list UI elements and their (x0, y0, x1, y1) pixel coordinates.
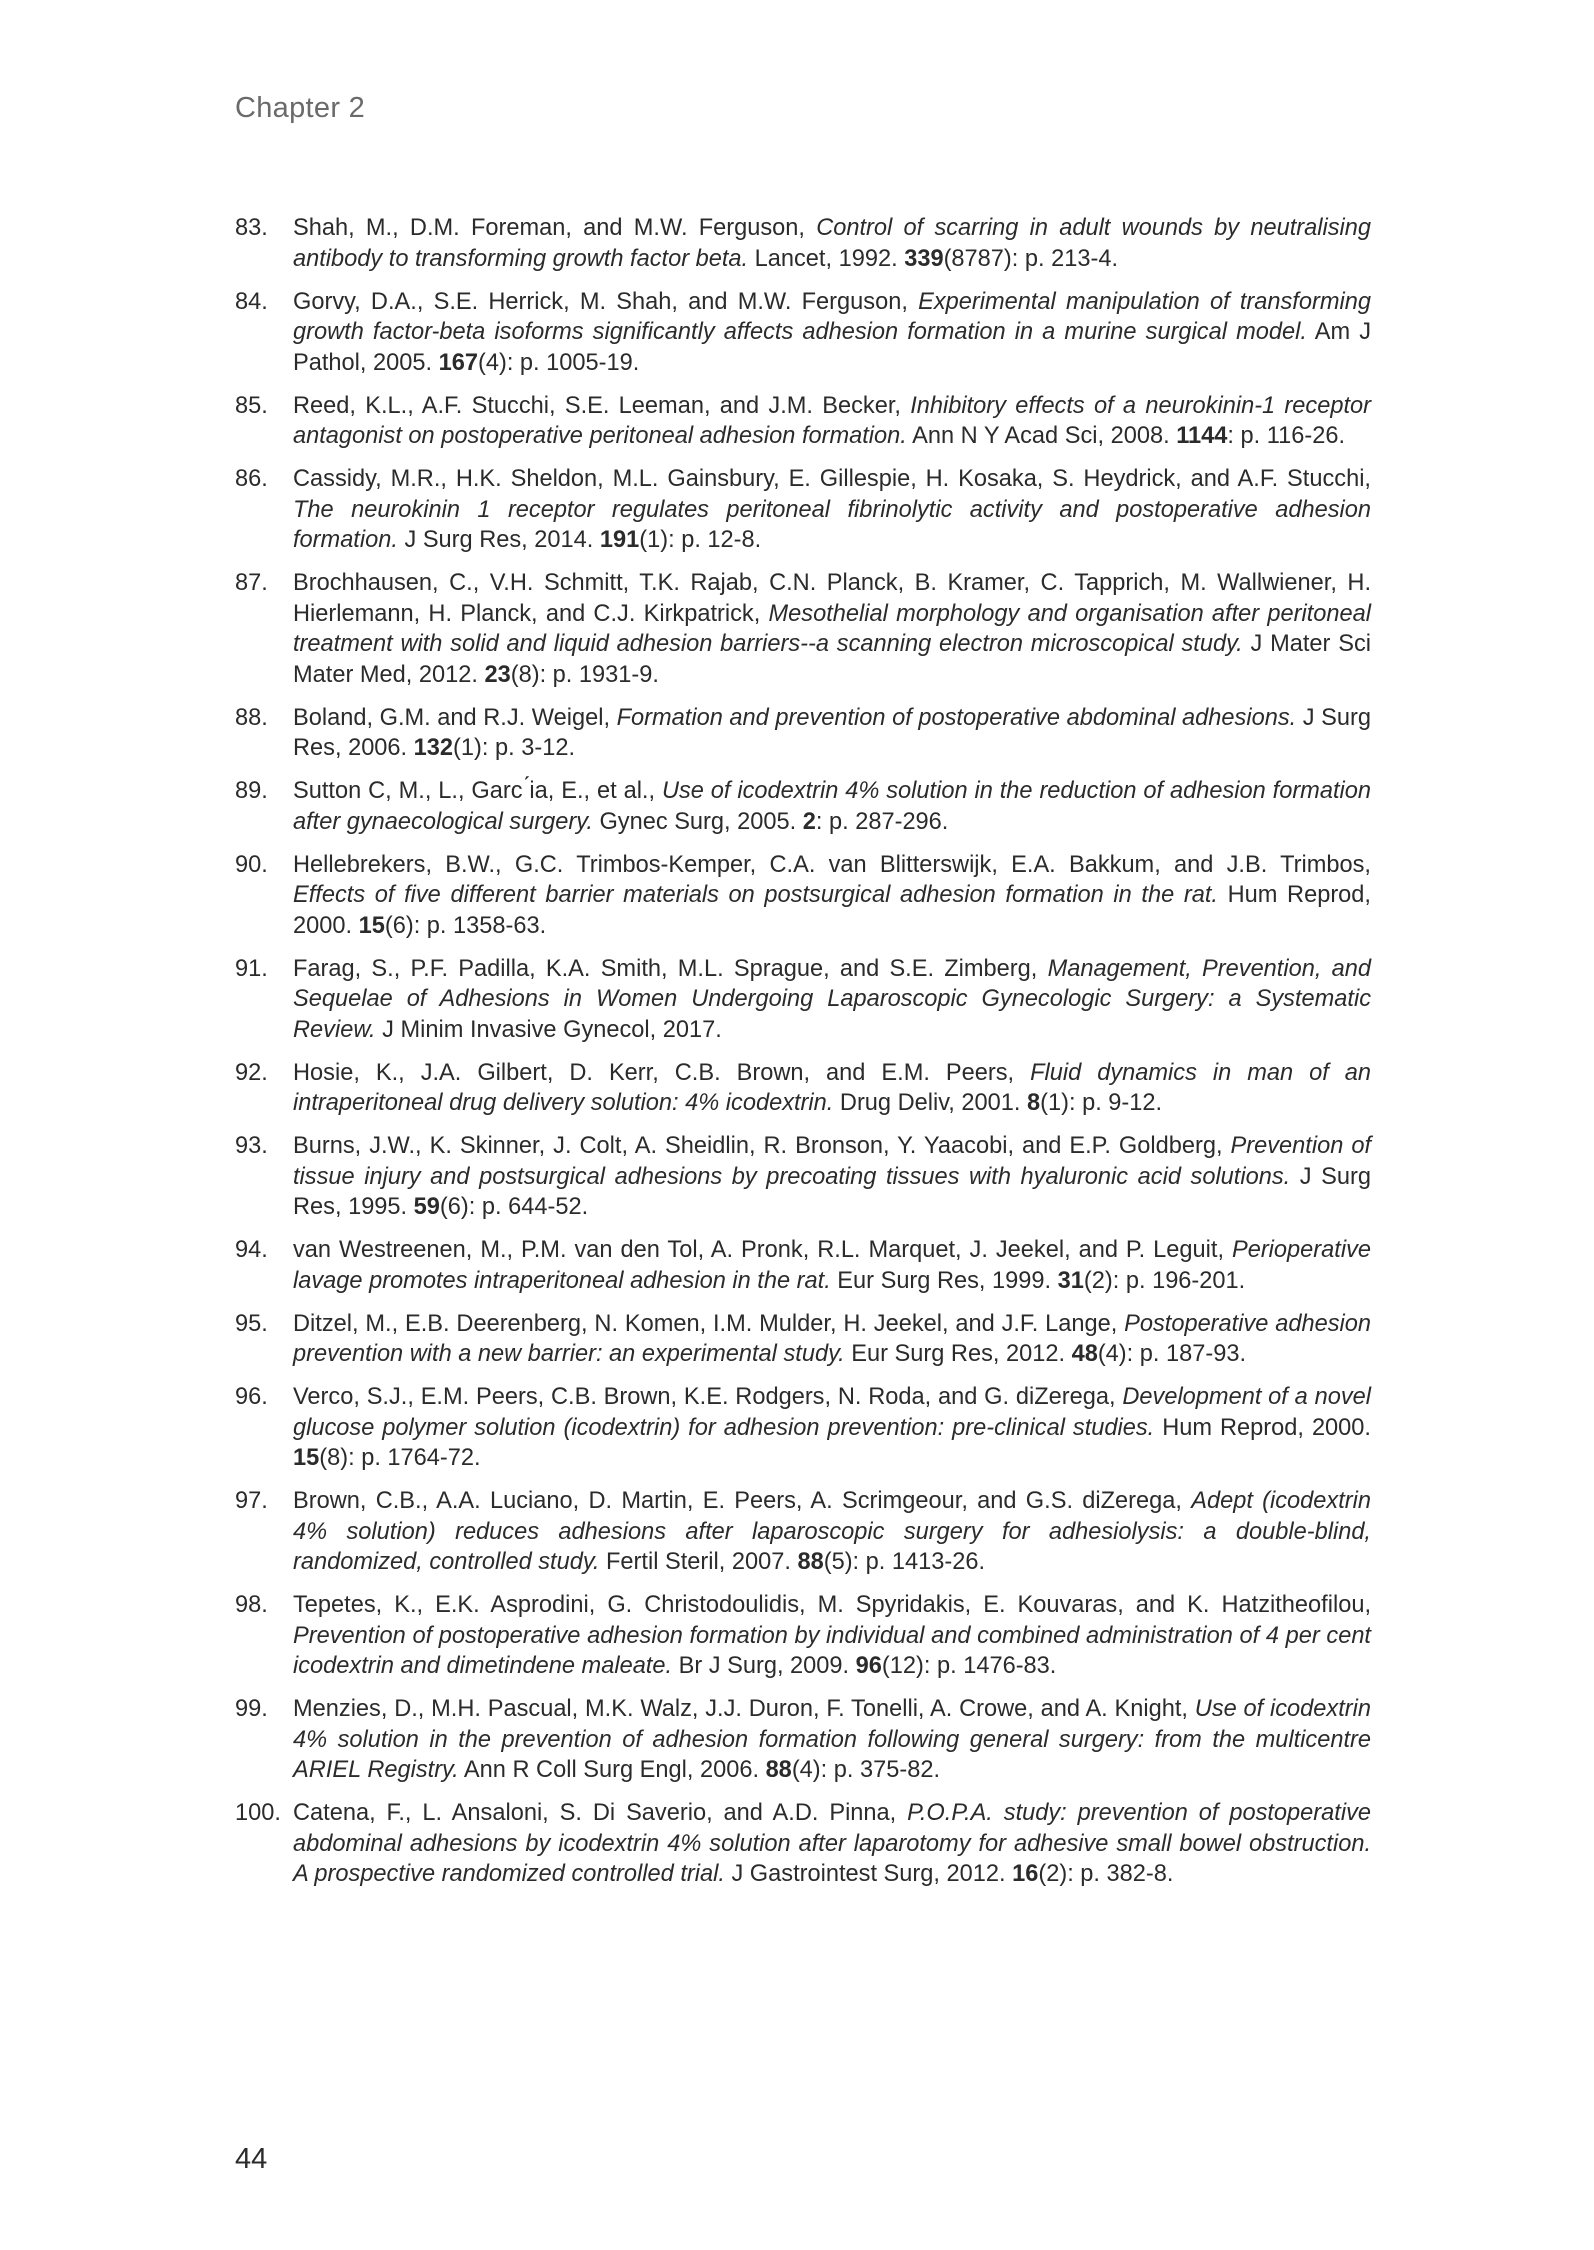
reference-title: Effects of five different barrier materials on postsurgical adhesion formation in the rat. (293, 882, 1218, 908)
reference-volume: 96 (855, 1653, 882, 1679)
reference-pages: (4): p. 1005-19. (477, 349, 640, 376)
reference-authors: Sutton C, M., L., Garc ́ia, E., et al., (293, 778, 662, 804)
reference-pages: (1): p. 9-12. (1040, 1090, 1163, 1116)
reference-pages: (4): p. 375-82. (791, 1757, 941, 1783)
reference-volume: 191 (599, 527, 640, 553)
reference-title: P.O.P.A. study: prevention of postoperative abdominal adhesions by icodextrin 4% solution after laparotomy for adhesive small bowel obstruction. A prospective randomized controlled trial. (293, 1800, 1371, 1887)
reference-source: J Surg Res, 2014. (397, 527, 600, 553)
reference-item (235, 464, 1371, 556)
reference-item (235, 1590, 1371, 1682)
reference-number: 87. (235, 570, 268, 596)
reference-number: 93. (235, 1133, 268, 1159)
reference-authors: Catena, F., L. Ansaloni, S. Di Saverio, and A.D. Pinna, (293, 1800, 908, 1826)
reference-source: Hum Reprod, 2000. (1154, 1414, 1371, 1441)
reference-title: Prevention of postoperative adhesion formation by individual and combined administration of 4 per cent icodextrin and dimetindene maleate. (293, 1622, 1371, 1679)
reference-volume: 88 (797, 1549, 824, 1575)
reference-title: Postoperative adhesion prevention with a new barrier: an experimental study. (293, 1310, 1371, 1367)
reference-pages: (8): p. 1931-9. (510, 661, 659, 688)
reference-number: 91. (235, 955, 268, 982)
reference-item (235, 1694, 1371, 1786)
reference-source: Gynec Surg, 2005. (592, 808, 803, 835)
reference-number: 98. (235, 1592, 268, 1618)
reference-pages: (4): p. 187-93. (1097, 1341, 1247, 1367)
reference-number: 97. (235, 1488, 268, 1514)
reference-number: 95. (235, 1310, 268, 1337)
reference-list (235, 213, 1371, 1902)
reference-title: Mesothelial morphology and organisation after peritoneal treatment with solid and liquid adhesion barriers--a scanning electron microscopical study. (293, 600, 1371, 657)
reference-number: 85. (235, 392, 268, 419)
reference-item (235, 391, 1371, 452)
reference-pages: (2): p. 382-8. (1038, 1861, 1174, 1887)
reference-item (235, 213, 1371, 274)
reference-number: 94. (235, 1237, 268, 1263)
reference-pages: : p. 287-296. (815, 808, 949, 835)
reference-item (235, 1131, 1371, 1223)
reference-number: 99. (235, 1696, 268, 1722)
reference-pages: (5): p. 1413-26. (823, 1549, 986, 1575)
reference-number: 83. (235, 215, 268, 241)
reference-authors: Menzies, D., M.H. Pascual, M.K. Walz, J.J. Duron, F. Tonelli, A. Crowe, and A. Knight, (293, 1696, 1195, 1722)
page-number: 44 (235, 2143, 268, 2175)
reference-title: Prevention of tissue injury and postsurgical adhesions by precoating tissues with hyaluronic acid solutions. (293, 1133, 1372, 1190)
reference-volume: 167 (438, 349, 478, 376)
reference-volume: 1144 (1176, 423, 1228, 449)
reference-source: J Surg Res, 2006. (293, 704, 1371, 761)
reference-authors: Burns, J.W., K. Skinner, J. Colt, A. Sheidlin, R. Bronson, Y. Yaacobi, and E.P. Goldberg, (293, 1133, 1231, 1159)
reference-number: 86. (235, 466, 268, 492)
reference-authors: Shah, M., D.M. Foreman, and M.W. Ferguson, (293, 215, 817, 241)
reference-item (235, 776, 1371, 837)
reference-title: Adept (icodextrin 4% solution) reduces adhesions after laparoscopic surgery for adhesiolysis: a double-blind, randomized, controlled study. (293, 1488, 1371, 1575)
reference-pages: (8): p. 1764-72. (319, 1445, 481, 1471)
reference-volume: 15 (358, 912, 385, 939)
reference-title: Use of icodextrin 4% solution in the reduction of adhesion formation after gynaecological surgery. (293, 778, 1371, 835)
reference-item (235, 568, 1371, 690)
reference-title: Management, Prevention, and Sequelae of Adhesions in Women Undergoing Laparoscopic Gynecologic Surgery: a Systematic Review. (293, 955, 1371, 1043)
reference-item (235, 1486, 1371, 1578)
reference-title: Experimental manipulation of transforming growth factor-beta isoforms significantly affects adhesion formation in a murine surgical model. (293, 288, 1371, 345)
reference-item (235, 954, 1371, 1046)
reference-source: Eur Surg Res, 1999. (830, 1267, 1058, 1294)
reference-title: Use of icodextrin 4% solution in the prevention of adhesion formation following general surgery: from the multicentre ARIEL Registry. (293, 1696, 1371, 1783)
reference-source: Fertil Steril, 2007. (599, 1549, 798, 1575)
reference-title: Formation and prevention of postoperative abdominal adhesions. (616, 704, 1297, 731)
reference-number: 90. (235, 851, 268, 878)
reference-item (235, 850, 1371, 942)
reference-source: J Mater Sci Mater Med, 2012. (293, 631, 1371, 688)
reference-title: Fluid dynamics in man of an intraperitoneal drug delivery solution: 4% icodextrin. (293, 1059, 1372, 1116)
reference-pages: (1): p. 12-8. (639, 527, 762, 553)
reference-authors: Hellebrekers, B.W., G.C. Trimbos-Kemper, C.A. van Blitterswijk, E.A. Bakkum, and J.B. Trimbos, (293, 851, 1371, 878)
reference-number: 100. (235, 1800, 281, 1826)
reference-volume: 339 (904, 245, 944, 272)
reference-authors: Hosie, K., J.A. Gilbert, D. Kerr, C.B. Brown, and E.M. Peers, (293, 1059, 1031, 1086)
reference-pages: (2): p. 196-201. (1083, 1267, 1246, 1294)
reference-volume: 48 (1071, 1341, 1098, 1367)
reference-volume: 88 (765, 1757, 792, 1783)
reference-item (235, 1058, 1371, 1119)
reference-number: 84. (235, 288, 268, 315)
reference-authors: Gorvy, D.A., S.E. Herrick, M. Shah, and M.W. Ferguson, (293, 288, 919, 315)
reference-volume: 59 (413, 1194, 440, 1220)
reference-source: Drug Deliv, 2001. (833, 1090, 1027, 1116)
reference-authors: Brown, C.B., A.A. Luciano, D. Martin, E. Peers, A. Scrimgeour, and G.S. diZerega, (293, 1488, 1192, 1514)
reference-source: Am J Pathol, 2005. (293, 319, 1372, 376)
reference-source: Ann N Y Acad Sci, 2008. (906, 423, 1177, 449)
reference-volume: 132 (413, 735, 454, 761)
reference-item (235, 1382, 1371, 1474)
reference-pages: (6): p. 644-52. (439, 1194, 589, 1220)
reference-volume: 16 (1012, 1861, 1039, 1887)
reference-item (235, 1235, 1371, 1296)
reference-number: 89. (235, 778, 268, 804)
reference-authors: Tepetes, K., E.K. Asprodini, G. Christodoulidis, M. Spyridakis, E. Kouvaras, and K. Hatzitheofilou, (293, 1592, 1371, 1618)
reference-authors: Cassidy, M.R., H.K. Sheldon, M.L. Gainsbury, E. Gillespie, H. Kosaka, S. Heydrick, and A.F. Stucchi, (293, 466, 1371, 492)
reference-number: 96. (235, 1384, 268, 1410)
reference-volume: 2 (802, 808, 816, 835)
reference-item (235, 287, 1371, 379)
reference-pages: (6): p. 1358-63. (384, 912, 547, 939)
reference-authors: Verco, S.J., E.M. Peers, C.B. Brown, K.E. Rodgers, N. Roda, and G. diZerega, (293, 1384, 1123, 1410)
reference-source: Eur Surg Res, 2012. (844, 1341, 1072, 1367)
reference-authors: Boland, G.M. and R.J. Weigel, (293, 704, 617, 731)
reference-volume: 31 (1057, 1267, 1084, 1294)
reference-source: J Surg Res, 1995. (293, 1163, 1371, 1220)
reference-volume: 8 (1027, 1090, 1041, 1116)
reference-pages: : p. 116-26. (1227, 423, 1346, 449)
reference-source: Ann R Coll Surg Engl, 2006. (458, 1757, 766, 1783)
reference-source: Br J Surg, 2009. (672, 1653, 856, 1679)
reference-item (235, 703, 1371, 764)
reference-title: Inhibitory effects of a neurokinin-1 receptor antagonist on postoperative peritoneal adhesion formation. (293, 392, 1371, 449)
reference-item (235, 1798, 1371, 1890)
reference-title: Control of scarring in adult wounds by neutralising antibody to transforming growth factor beta. (293, 215, 1371, 272)
reference-authors: Reed, K.L., A.F. Stucchi, S.E. Leeman, and J.M. Becker, (293, 392, 911, 419)
reference-title: Perioperative lavage promotes intraperitoneal adhesion in the rat. (293, 1237, 1371, 1294)
reference-pages: (8787): p. 213-4. (943, 245, 1119, 272)
running-head: Chapter 2 (235, 92, 366, 124)
reference-source: Hum Reprod, 2000. (293, 882, 1371, 939)
reference-authors: Ditzel, M., E.B. Deerenberg, N. Komen, I.M. Mulder, H. Jeekel, and J.F. Lange, (293, 1310, 1125, 1337)
reference-number: 92. (235, 1059, 268, 1086)
reference-authors: van Westreenen, M., P.M. van den Tol, A. Pronk, R.L. Marquet, J. Jeekel, and P. Leguit, (293, 1237, 1232, 1263)
reference-pages: (12): p. 1476-83. (881, 1653, 1057, 1679)
reference-source: J Minim Invasive Gynecol, 2017. (375, 1016, 722, 1043)
reference-title: The neurokinin 1 receptor regulates peritoneal fibrinolytic activity and postoperative adhesion formation. (293, 496, 1371, 553)
reference-volume: 15 (293, 1445, 320, 1471)
reference-volume: 23 (484, 661, 511, 688)
reference-pages: (1): p. 3-12. (453, 735, 576, 761)
reference-number: 88. (235, 704, 268, 731)
reference-authors: Farag, S., P.F. Padilla, K.A. Smith, M.L. Sprague, and S.E. Zimberg, (293, 955, 1048, 982)
reference-source: J Gastrointest Surg, 2012. (724, 1861, 1013, 1887)
reference-item (235, 1309, 1371, 1370)
reference-authors: Brochhausen, C., V.H. Schmitt, T.K. Rajab, C.N. Planck, B. Kramer, C. Tapprich, M. Wallwiener, H. Hierlemann, H. Planck, and C.J. Kirkpatrick, (293, 570, 1371, 627)
reference-source: Lancet, 1992. (748, 245, 905, 272)
reference-title: Development of a novel glucose polymer solution (icodextrin) for adhesion prevention: pre-clinical studies. (293, 1384, 1371, 1441)
